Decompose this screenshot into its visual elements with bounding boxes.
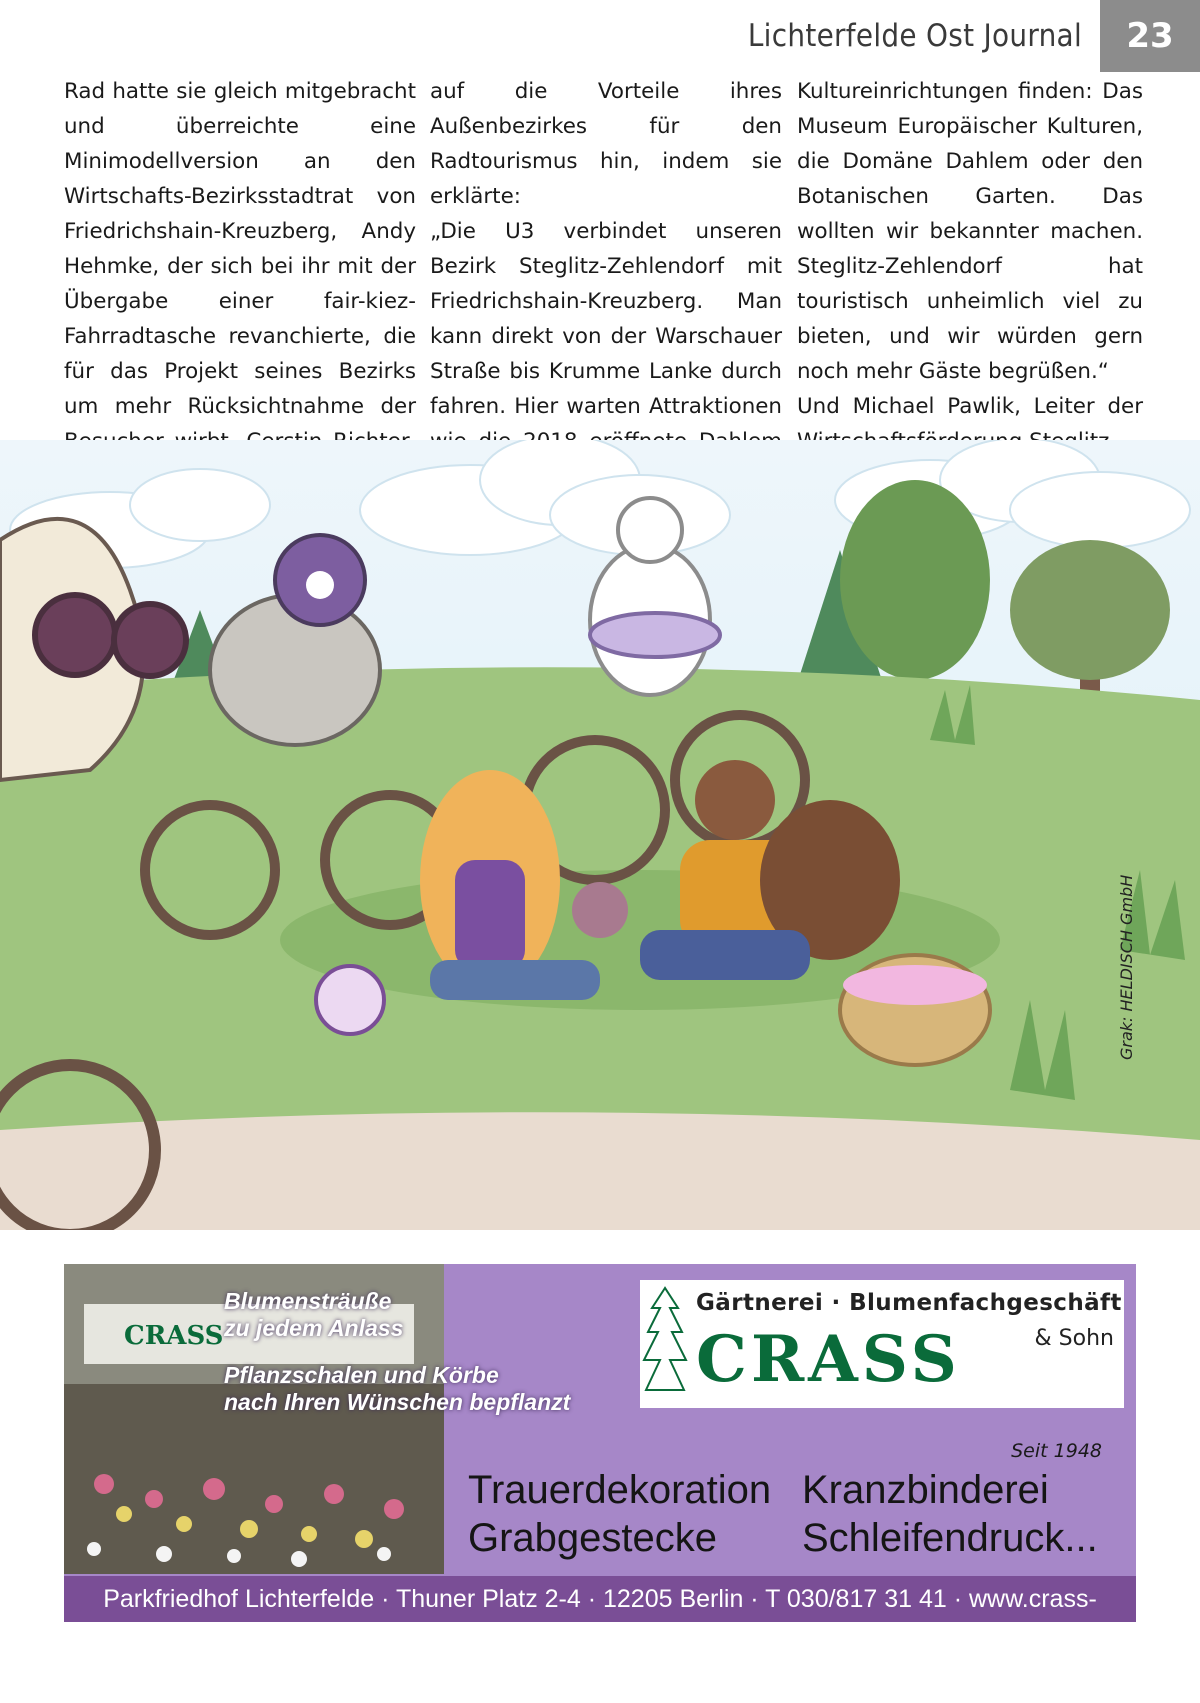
service-item: Kranzbinderei: [802, 1468, 1049, 1512]
article-paragraph: Kultureinrichtungen finden: Das Museum Europäischer Kulturen, die Domäne Dahlem oder den Botanischen Garten. Das wollten wir bekannter machen. Steglitz-Zehlendorf hat touristisch unheimlich viel zu bieten, und wir würden gern noch mehr Gäste begrüßen.“: [797, 79, 1143, 384]
cycling-picnic-illustration: [0, 440, 1200, 1230]
shop-sign: CRASS: [124, 1321, 224, 1351]
ad-tagline-line: Pflanzschalen und Körbe: [224, 1362, 499, 1388]
service-item: Grabgestecke: [468, 1516, 718, 1560]
article-quote: „Die U3 verbindet unseren Bezirk Steglitz-Zehlendorf mit Friedrichshain-Kreuzberg. Man kann direkt von der Warschauer Straße bis Krumme Lanke durch fahren. Hier warten Attraktionen: [430, 219, 782, 419]
tree-logo-icon: [640, 1280, 690, 1408]
service-list-1: [468, 1466, 771, 1562]
ad-tagline-line: nach Ihren Wünschen bepflanzt: [224, 1389, 571, 1415]
ad-tagline-2: [224, 1362, 570, 1416]
article-column-1: [64, 74, 416, 494]
brand-suffix: & Sohn: [1034, 1326, 1114, 1351]
journal-title: Lichterfelde Ost Journal: [747, 18, 1082, 54]
article-paragraph: auf die Vorteile ihres Außenbezirkes für den Radtourismus hin, indem sie erklärte:: [430, 79, 782, 209]
service-item: Trauerdekoration: [468, 1468, 772, 1512]
since-year: Seit 1948: [1011, 1440, 1102, 1462]
service-item: Schleifendruck...: [802, 1516, 1098, 1560]
brand-name: CRASS: [696, 1322, 961, 1397]
crass-advertisement: [64, 1264, 1136, 1659]
article-column-3: [797, 74, 1143, 459]
page-number: 23: [1100, 0, 1200, 72]
ad-tagline-line: Blumensträuße: [224, 1288, 392, 1314]
ad-footer-contact: Parkfriedhof Lichterfelde · Thuner Platz 2-4 · 12205 Berlin · T 030/817 31 41 · www.crass-sohn.de: [64, 1576, 1136, 1622]
illustration-credit: Grak: HELDISCH GmbH: [1117, 874, 1136, 1060]
article-paragraph: Und Michael Pawlik, Leiter der: [797, 394, 1143, 419]
service-list-2: [802, 1466, 1098, 1562]
illustration: [0, 440, 1200, 1230]
ad-tagline-line: zu jedem Anlass: [224, 1315, 404, 1341]
crass-logo-box: [640, 1280, 1124, 1408]
logo-tagline: Gärtnerei · Blumenfachgeschäft: [696, 1290, 1122, 1316]
ad-tagline-1: [224, 1288, 403, 1342]
article-paragraph: Rad hatte sie gleich mitgebracht und überreichte eine Minimodellversion an den Wirtschafts-Bezirksstadtrat von Friedrichshain-Kreuzberg, Andy Hehmke, der sich bei ihr mit der Übergabe einer fair-kiez-Fahrradtasche revanchierte, die für das Projekt seines Bezirks um mehr Rücksichtnahme der: [64, 79, 416, 419]
